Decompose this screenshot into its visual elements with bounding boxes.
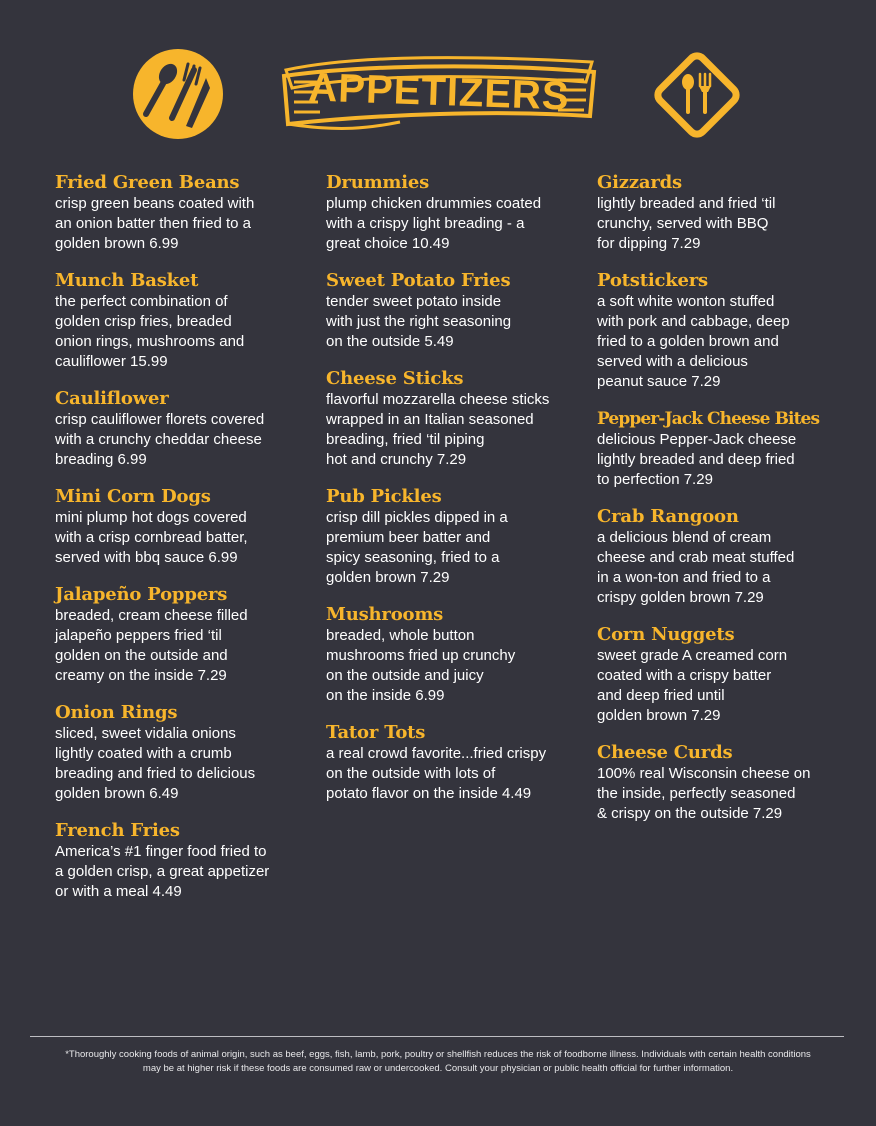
item-description: sweet grade A creamed corn coated with a crispy batter and deep fried until golden brown 7.29	[597, 647, 788, 724]
item-name: French Fries	[55, 820, 180, 841]
item-description: lightly breaded and fried ‘til crunchy, served with BBQ for dipping 7.29	[597, 195, 776, 252]
menu-column-3	[597, 172, 862, 840]
health-disclaimer: *Thoroughly cooking foods of animal origin, such as beef, eggs, fish, lamb, pork, poultry or shellfish reduces the risk of foodborne illness. Individuals with certain health conditions may be at higher risk if these foods are consumed raw or undercooked. Consult your physician or public health official for further information.	[65, 1049, 811, 1074]
menu-column-1	[55, 172, 320, 918]
item-description: breaded, cream cheese filled jalapeño peppers fried ‘til golden on the outside and creamy on the inside 7.29	[55, 607, 248, 684]
item-name: Corn Nuggets	[597, 624, 735, 645]
menu-item	[55, 172, 320, 254]
item-name: Mushrooms	[326, 604, 444, 625]
menu-item	[55, 702, 320, 804]
menu-item	[326, 172, 591, 254]
menu-column-2	[326, 172, 591, 820]
item-name: Jalapeño Poppers	[55, 584, 228, 605]
item-description: the perfect combination of golden crisp fries, breaded onion rings, mushrooms and cauliflower 15.99	[55, 293, 245, 370]
menu-item	[597, 624, 862, 726]
item-description: plump chicken drummies coated with a crispy light breading - a great choice 10.49	[326, 195, 542, 252]
item-description: crisp green beans coated with an onion batter then fried to a golden brown 6.99	[55, 195, 255, 252]
item-name: Crab Rangoon	[597, 506, 739, 527]
menu-item	[326, 270, 591, 352]
item-description: delicious Pepper-Jack cheese lightly breaded and deep fried to perfection 7.29	[597, 431, 797, 488]
fork-spoon-knife-icon	[132, 48, 224, 140]
menu-item	[55, 270, 320, 372]
menu-item	[597, 742, 862, 824]
item-name: Pepper-Jack Cheese Bites	[597, 409, 820, 429]
menu-item	[597, 172, 862, 254]
item-name: Onion Rings	[55, 702, 178, 723]
item-name: Sweet Potato Fries	[326, 270, 511, 291]
item-name: Cheese Curds	[597, 742, 733, 763]
menu-item	[326, 486, 591, 588]
item-name: Cauliflower	[55, 388, 169, 409]
item-description: a real crowd favorite...fried crispy on the outside with lots of potato flavor on the inside 4.49	[326, 745, 547, 802]
menu-item	[597, 270, 862, 392]
item-name: Drummies	[326, 172, 430, 193]
item-description: 100% real Wisconsin cheese on the inside, perfectly seasoned & crispy on the outside 7.29	[597, 765, 811, 822]
item-name: Munch Basket	[55, 270, 199, 291]
item-description: crisp dill pickles dipped in a premium beer batter and spicy seasoning, fried to a golden brown 7.29	[326, 509, 508, 586]
menu-item	[55, 584, 320, 686]
menu-item	[597, 408, 862, 490]
item-description: America’s #1 finger food fried to a golden crisp, a great appetizer or with a meal 4.49	[55, 843, 270, 900]
item-name: Gizzards	[597, 172, 682, 193]
item-name: Tator Tots	[326, 722, 426, 743]
menu-header	[0, 0, 876, 160]
item-description: breaded, whole button mushrooms fried up crunchy on the outside and juicy on the inside 6.99	[326, 627, 516, 704]
item-description: mini plump hot dogs covered with a crisp cornbread batter, served with bbq sauce 6.99	[55, 509, 248, 566]
menu-item	[55, 388, 320, 470]
item-name: Potstickers	[597, 270, 708, 291]
menu-item	[326, 604, 591, 706]
item-name: Cheese Sticks	[326, 368, 464, 389]
menu-item	[55, 486, 320, 568]
item-description: flavorful mozzarella cheese sticks wrapped in an Italian seasoned breading, fried ‘til piping hot and crunchy 7.29	[326, 391, 550, 468]
item-name: Fried Green Beans	[55, 172, 240, 193]
menu-item	[326, 722, 591, 804]
item-description: crisp cauliflower florets covered with a crunchy cheddar cheese breading 6.99	[55, 411, 265, 468]
menu-item	[326, 368, 591, 470]
menu-item	[55, 820, 320, 902]
item-name: Mini Corn Dogs	[55, 486, 211, 507]
footer-divider	[30, 1036, 844, 1037]
item-description: tender sweet potato inside with just the right seasoning on the outside 5.49	[326, 293, 512, 350]
item-name: Pub Pickles	[326, 486, 442, 507]
item-description: a delicious blend of cream cheese and crab meat stuffed in a won-ton and fried to a crispy golden brown 7.29	[597, 529, 795, 606]
item-description: a soft white wonton stuffed with pork and cabbage, deep fried to a golden brown and served with a delicious peanut sauce 7.29	[597, 293, 790, 390]
page-title: APPETIZERS	[307, 65, 571, 119]
menu-item	[597, 506, 862, 608]
spoon-fork-diamond-icon	[650, 48, 744, 142]
item-description: sliced, sweet vidalia onions lightly coated with a crumb breading and fried to delicious golden brown 6.49	[55, 725, 256, 802]
